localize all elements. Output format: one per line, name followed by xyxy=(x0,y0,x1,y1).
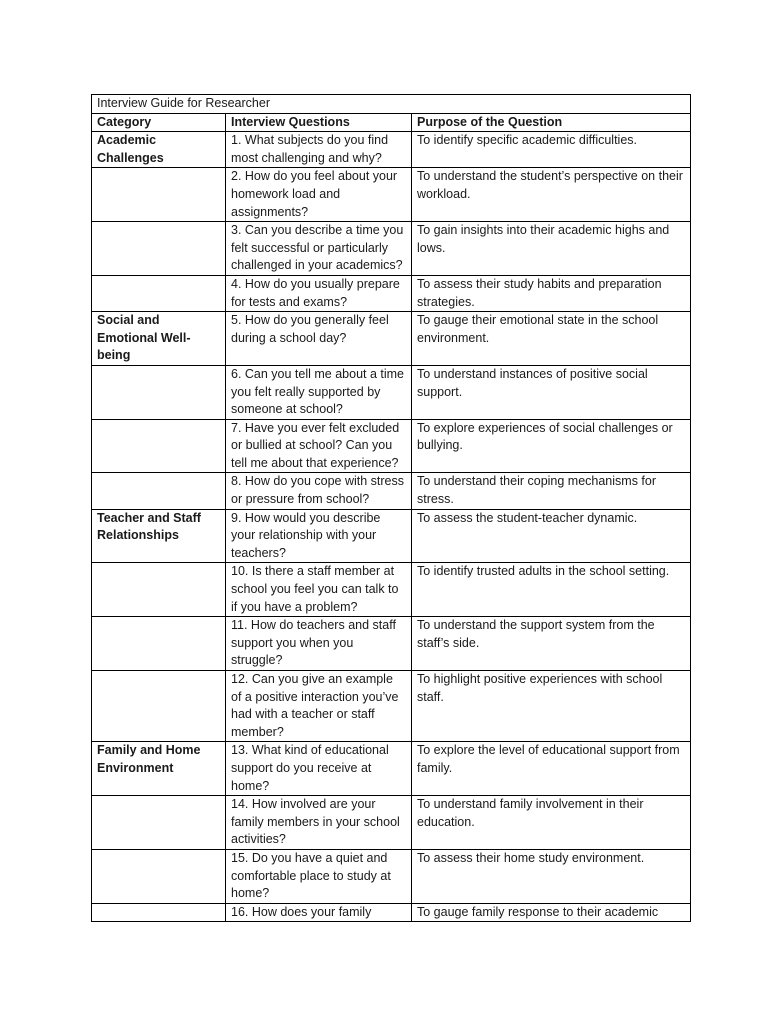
category-cell xyxy=(92,796,226,850)
category-cell xyxy=(92,849,226,903)
table-header-row xyxy=(92,113,691,132)
table-row xyxy=(92,509,691,563)
interview-guide-table xyxy=(91,94,691,922)
table-row xyxy=(92,275,691,311)
question-cell: 6. Can you tell me about a time you felt really supported by someone at school? xyxy=(226,365,412,419)
category-cell: Social and Emotional Well-being xyxy=(92,312,226,366)
question-cell: 11. How do teachers and staff support you when you struggle? xyxy=(226,617,412,671)
category-cell xyxy=(92,365,226,419)
category-cell xyxy=(92,168,226,222)
table-row xyxy=(92,849,691,903)
category-cell xyxy=(92,563,226,617)
table-title-row xyxy=(92,95,691,114)
question-cell: 12. Can you give an example of a positive interaction you’ve had with a teacher or staff member? xyxy=(226,671,412,742)
purpose-cell: To gauge their emotional state in the school environment. xyxy=(412,312,691,366)
table-row xyxy=(92,742,691,796)
category-cell xyxy=(92,617,226,671)
purpose-cell: To identify trusted adults in the school setting. xyxy=(412,563,691,617)
purpose-cell: To understand family involvement in their education. xyxy=(412,796,691,850)
category-cell xyxy=(92,473,226,509)
table-row xyxy=(92,419,691,473)
purpose-cell: To understand instances of positive social support. xyxy=(412,365,691,419)
table-title: Interview Guide for Researcher xyxy=(92,95,691,114)
purpose-cell: To assess the student-teacher dynamic. xyxy=(412,509,691,563)
question-cell: 5. How do you generally feel during a school day? xyxy=(226,312,412,366)
header-purpose: Purpose of the Question xyxy=(412,113,691,132)
table-row xyxy=(92,796,691,850)
category-cell: Family and Home Environment xyxy=(92,742,226,796)
purpose-cell: To assess their study habits and preparation strategies. xyxy=(412,275,691,311)
table-row xyxy=(92,222,691,276)
table-row xyxy=(92,563,691,617)
question-cell: 7. Have you ever felt excluded or bullied at school? Can you tell me about that experience? xyxy=(226,419,412,473)
category-cell: Teacher and Staff Relationships xyxy=(92,509,226,563)
table-row xyxy=(92,903,691,922)
purpose-cell: To understand their coping mechanisms for stress. xyxy=(412,473,691,509)
table-row xyxy=(92,617,691,671)
purpose-cell: To highlight positive experiences with school staff. xyxy=(412,671,691,742)
purpose-cell: To explore the level of educational support from family. xyxy=(412,742,691,796)
table-row xyxy=(92,671,691,742)
purpose-cell: To understand the student’s perspective on their workload. xyxy=(412,168,691,222)
question-cell: 4. How do you usually prepare for tests and exams? xyxy=(226,275,412,311)
category-cell xyxy=(92,275,226,311)
question-cell: 10. Is there a staff member at school you feel you can talk to if you have a problem? xyxy=(226,563,412,617)
purpose-cell: To identify specific academic difficulties. xyxy=(412,132,691,168)
question-cell: 8. How do you cope with stress or pressure from school? xyxy=(226,473,412,509)
header-interview-questions: Interview Questions xyxy=(226,113,412,132)
category-cell xyxy=(92,671,226,742)
question-cell: 2. How do you feel about your homework load and assignments? xyxy=(226,168,412,222)
table-row xyxy=(92,168,691,222)
question-cell: 15. Do you have a quiet and comfortable place to study at home? xyxy=(226,849,412,903)
category-cell xyxy=(92,419,226,473)
purpose-cell: To understand the support system from the staff’s side. xyxy=(412,617,691,671)
purpose-cell: To gauge family response to their academic xyxy=(412,903,691,922)
table-row xyxy=(92,312,691,366)
question-cell: 16. How does your family xyxy=(226,903,412,922)
table-row xyxy=(92,473,691,509)
header-category: Category xyxy=(92,113,226,132)
category-cell xyxy=(92,903,226,922)
table-row xyxy=(92,132,691,168)
purpose-cell: To assess their home study environment. xyxy=(412,849,691,903)
category-cell xyxy=(92,222,226,276)
question-cell: 14. How involved are your family members in your school activities? xyxy=(226,796,412,850)
purpose-cell: To explore experiences of social challenges or bullying. xyxy=(412,419,691,473)
purpose-cell: To gain insights into their academic highs and lows. xyxy=(412,222,691,276)
question-cell: 9. How would you describe your relationship with your teachers? xyxy=(226,509,412,563)
question-cell: 1. What subjects do you find most challenging and why? xyxy=(226,132,412,168)
category-cell: Academic Challenges xyxy=(92,132,226,168)
question-cell: 13. What kind of educational support do you receive at home? xyxy=(226,742,412,796)
table-row xyxy=(92,365,691,419)
question-cell: 3. Can you describe a time you felt successful or particularly challenged in your academics? xyxy=(226,222,412,276)
